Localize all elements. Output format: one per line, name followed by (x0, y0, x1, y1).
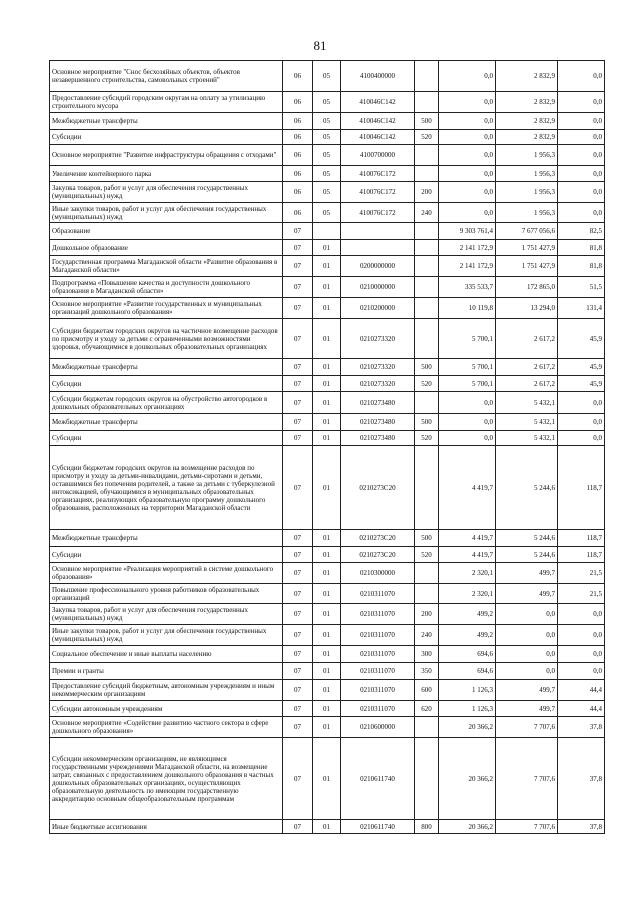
row-planned-amount: 499,2 (439, 625, 496, 646)
row-subsection: 01 (313, 256, 341, 277)
row-planned-amount: 0,0 (439, 145, 496, 166)
row-section: 07 (283, 376, 313, 392)
table-row (50, 182, 605, 203)
row-planned-amount: 2 320,1 (439, 584, 496, 604)
row-section: 07 (283, 431, 313, 446)
row-planned-amount: 2 141 172,9 (439, 240, 496, 256)
row-expense-type (415, 298, 439, 319)
row-section: 06 (283, 203, 313, 223)
row-name: Межбюджетные трансферты (50, 530, 283, 547)
row-section: 07 (283, 240, 313, 256)
row-percent: 0,0 (558, 431, 605, 446)
row-expense-type: 600 (415, 680, 439, 701)
row-expense-type (415, 61, 439, 92)
row-target-article: 0210273320 (341, 376, 415, 392)
row-planned-amount: 4 419,7 (439, 547, 496, 563)
row-section: 07 (283, 223, 313, 240)
row-subsection: 01 (313, 738, 341, 820)
row-planned-amount: 499,2 (439, 604, 496, 625)
row-planned-amount: 0,0 (439, 392, 496, 414)
row-percent: 44,4 (558, 701, 605, 717)
row-target-article: 0210273480 (341, 414, 415, 431)
row-subsection: 01 (313, 584, 341, 604)
table-row (50, 446, 605, 530)
row-planned-amount: 694,6 (439, 663, 496, 680)
row-percent: 51,5 (558, 277, 605, 298)
row-section: 07 (283, 738, 313, 820)
row-expense-type (415, 446, 439, 530)
row-section: 07 (283, 646, 313, 663)
row-subsection: 01 (313, 414, 341, 431)
row-section: 07 (283, 663, 313, 680)
row-executed-amount: 7 677 056,6 (496, 223, 558, 240)
row-planned-amount: 20 366,2 (439, 820, 496, 834)
row-percent: 118,7 (558, 530, 605, 547)
row-executed-amount: 5 432,1 (496, 414, 558, 431)
row-expense-type: 240 (415, 203, 439, 223)
row-section: 07 (283, 820, 313, 834)
row-section: 07 (283, 563, 313, 584)
row-executed-amount: 5 244,6 (496, 446, 558, 530)
row-target-article: 0210273С20 (341, 446, 415, 530)
row-expense-type: 520 (415, 376, 439, 392)
row-subsection: 05 (313, 61, 341, 92)
table-row (50, 646, 605, 663)
row-planned-amount: 2 141 172,9 (439, 256, 496, 277)
row-target-article: 0210273С20 (341, 547, 415, 563)
row-name: Субсидии бюджетам городских округов на обустройство автогородков в дошкольных образовательных организациях (50, 392, 283, 414)
table-row (50, 240, 605, 256)
row-expense-type (415, 392, 439, 414)
row-percent: 0,0 (558, 113, 605, 130)
row-percent: 118,7 (558, 446, 605, 530)
row-subsection: 01 (313, 530, 341, 547)
row-target-article: 410046С142 (341, 92, 415, 113)
row-target-article: 0210600000 (341, 717, 415, 738)
row-section: 06 (283, 130, 313, 145)
row-target-article (341, 223, 415, 240)
row-target-article: 0210200000 (341, 298, 415, 319)
row-target-article (341, 240, 415, 256)
row-expense-type (415, 240, 439, 256)
row-expense-type (415, 319, 439, 359)
row-planned-amount: 5 700,1 (439, 376, 496, 392)
row-executed-amount: 2 617,2 (496, 319, 558, 359)
row-target-article: 0210611740 (341, 738, 415, 820)
row-percent: 0,0 (558, 182, 605, 203)
row-executed-amount: 7 707,6 (496, 820, 558, 834)
row-planned-amount: 694,6 (439, 646, 496, 663)
row-subsection: 01 (313, 240, 341, 256)
row-expense-type (415, 738, 439, 820)
row-name: Увеличение контейнерного парка (50, 166, 283, 182)
row-percent: 82,5 (558, 223, 605, 240)
row-expense-type: 350 (415, 663, 439, 680)
row-expense-type: 620 (415, 701, 439, 717)
row-expense-type: 800 (415, 820, 439, 834)
row-expense-type (415, 277, 439, 298)
row-executed-amount: 2 832,9 (496, 92, 558, 113)
row-executed-amount: 0,0 (496, 604, 558, 625)
row-name: Основное мероприятие "Развитие инфраструктуры обращения с отходами" (50, 145, 283, 166)
row-percent: 0,0 (558, 663, 605, 680)
row-planned-amount: 0,0 (439, 61, 496, 92)
row-subsection: 01 (313, 319, 341, 359)
row-percent: 0,0 (558, 61, 605, 92)
row-executed-amount: 172 865,0 (496, 277, 558, 298)
row-subsection: 01 (313, 547, 341, 563)
row-target-article: 4100400000 (341, 61, 415, 92)
row-name: Премии и гранты (50, 663, 283, 680)
row-percent: 21,5 (558, 563, 605, 584)
row-name: Иные бюджетные ассигнования (50, 820, 283, 834)
row-percent: 37,8 (558, 717, 605, 738)
row-name: Субсидии автономным учреждениям (50, 701, 283, 717)
row-expense-type: 520 (415, 431, 439, 446)
row-subsection: 01 (313, 604, 341, 625)
table-row (50, 663, 605, 680)
row-section: 06 (283, 113, 313, 130)
row-executed-amount: 5 432,1 (496, 392, 558, 414)
row-planned-amount: 0,0 (439, 203, 496, 223)
row-planned-amount: 4 419,7 (439, 530, 496, 547)
row-name: Межбюджетные трансферты (50, 359, 283, 376)
table-row (50, 625, 605, 646)
row-target-article: 0200000000 (341, 256, 415, 277)
row-planned-amount: 10 119,8 (439, 298, 496, 319)
row-planned-amount: 0,0 (439, 92, 496, 113)
row-subsection: 01 (313, 663, 341, 680)
row-subsection: 01 (313, 717, 341, 738)
row-target-article: 410076С172 (341, 166, 415, 182)
table-row (50, 547, 605, 563)
row-executed-amount: 499,7 (496, 563, 558, 584)
row-target-article: 0210311070 (341, 604, 415, 625)
row-subsection: 01 (313, 277, 341, 298)
row-percent: 0,0 (558, 145, 605, 166)
row-subsection: 01 (313, 431, 341, 446)
table-row (50, 113, 605, 130)
row-expense-type (415, 223, 439, 240)
row-subsection: 05 (313, 166, 341, 182)
row-expense-type: 500 (415, 530, 439, 547)
row-planned-amount: 0,0 (439, 113, 496, 130)
row-target-article: 410046С142 (341, 130, 415, 145)
table-row (50, 717, 605, 738)
row-executed-amount: 2 832,9 (496, 113, 558, 130)
row-section: 07 (283, 392, 313, 414)
row-percent: 0,0 (558, 392, 605, 414)
row-executed-amount: 7 707,6 (496, 738, 558, 820)
row-percent: 37,8 (558, 820, 605, 834)
row-planned-amount: 9 303 761,4 (439, 223, 496, 240)
row-expense-type: 200 (415, 182, 439, 203)
row-percent: 0,0 (558, 92, 605, 113)
row-planned-amount: 335 533,7 (439, 277, 496, 298)
row-executed-amount: 2 832,9 (496, 130, 558, 145)
row-percent: 81,8 (558, 240, 605, 256)
row-name: Подпрограмма «Повышение качества и доступности дошкольного образования в Магаданской области» (50, 277, 283, 298)
row-planned-amount: 0,0 (439, 431, 496, 446)
table-row (50, 376, 605, 392)
row-expense-type (415, 166, 439, 182)
row-expense-type: 500 (415, 414, 439, 431)
row-target-article: 0210000000 (341, 277, 415, 298)
row-target-article: 0210300000 (341, 563, 415, 584)
row-subsection: 05 (313, 145, 341, 166)
table-row (50, 319, 605, 359)
row-executed-amount: 2 617,2 (496, 376, 558, 392)
table-row (50, 820, 605, 834)
row-section: 07 (283, 277, 313, 298)
row-percent: 0,0 (558, 625, 605, 646)
row-section: 07 (283, 680, 313, 701)
row-target-article: 410076С172 (341, 182, 415, 203)
row-name: Дошкольное образование (50, 240, 283, 256)
row-name: Закупка товаров, работ и услуг для обеспечения государственных (муниципальных) нужд (50, 182, 283, 203)
row-target-article: 0210273320 (341, 319, 415, 359)
row-expense-type (415, 92, 439, 113)
row-percent: 37,8 (558, 738, 605, 820)
row-name: Субсидии бюджетам городских округов на частичное возмещение расходов по присмотру и уходу за детьми с ограниченными возможностями здоровья, обучающимися в дошкольных образовательных организациях (50, 319, 283, 359)
row-name: Субсидии бюджетам городских округов на возмещение расходов по присмотру и уходу за детьми-инвалидами, детьми-сиротами и детьми, оставшимися без попечения родителей, а также за детьми с туберкулезной интоксикацией, обучающимися в муниципальных образовательных организациях, реализующих образовательную программу дошкольного образования, расположенных на территории Магаданской области (50, 446, 283, 530)
row-subsection: 01 (313, 392, 341, 414)
row-percent: 0,0 (558, 166, 605, 182)
row-subsection: 01 (313, 563, 341, 584)
row-subsection: 01 (313, 820, 341, 834)
row-section: 07 (283, 625, 313, 646)
row-name: Основное мероприятие «Содействие развитию частного сектора в сфере дошкольного образования» (50, 717, 283, 738)
row-planned-amount: 2 320,1 (439, 563, 496, 584)
row-name: Предоставление субсидий бюджетным, автономным учреждениям и иным некоммерческим организациям (50, 680, 283, 701)
row-subsection: 01 (313, 625, 341, 646)
row-executed-amount: 13 294,0 (496, 298, 558, 319)
row-percent: 21,5 (558, 584, 605, 604)
row-percent: 0,0 (558, 646, 605, 663)
row-expense-type (415, 563, 439, 584)
row-expense-type: 500 (415, 113, 439, 130)
row-percent: 0,0 (558, 604, 605, 625)
table-row (50, 256, 605, 277)
row-target-article: 0210311070 (341, 701, 415, 717)
row-planned-amount: 1 126,3 (439, 680, 496, 701)
row-name: Основное мероприятие «Развитие государственных и муниципальных организаций дошкольного образования» (50, 298, 283, 319)
row-planned-amount: 0,0 (439, 130, 496, 145)
row-percent: 45,9 (558, 376, 605, 392)
row-name: Иные закупки товаров, работ и услуг для обеспечения государственных (муниципальных) нужд (50, 203, 283, 223)
row-subsection: 01 (313, 680, 341, 701)
row-subsection: 05 (313, 203, 341, 223)
row-subsection: 01 (313, 646, 341, 663)
row-section: 07 (283, 604, 313, 625)
row-planned-amount: 20 366,2 (439, 738, 496, 820)
row-section: 07 (283, 547, 313, 563)
row-executed-amount: 1 956,3 (496, 166, 558, 182)
row-name: Предоставление субсидий городским округам на оплату за утилизацию строительного мусора (50, 92, 283, 113)
row-planned-amount: 5 700,1 (439, 319, 496, 359)
table-row (50, 701, 605, 717)
row-subsection: 01 (313, 446, 341, 530)
row-planned-amount: 1 126,3 (439, 701, 496, 717)
row-target-article: 0210311070 (341, 584, 415, 604)
row-executed-amount: 5 244,6 (496, 547, 558, 563)
table-row (50, 298, 605, 319)
row-executed-amount: 2 832,9 (496, 61, 558, 92)
table-row (50, 277, 605, 298)
table-row (50, 530, 605, 547)
table-row (50, 223, 605, 240)
row-subsection: 01 (313, 298, 341, 319)
row-name: Иные закупки товаров, работ и услуг для обеспечения государственных (муниципальных) нужд (50, 625, 283, 646)
row-executed-amount: 0,0 (496, 646, 558, 663)
row-expense-type: 520 (415, 130, 439, 145)
row-expense-type: 200 (415, 604, 439, 625)
row-expense-type: 500 (415, 359, 439, 376)
table-row (50, 166, 605, 182)
page-number: 81 (313, 38, 327, 53)
row-target-article: 0210273480 (341, 392, 415, 414)
row-name: Основное мероприятие "Снос бесхозяйных объектов, объектов незавершенного строительства, самовольных строений" (50, 61, 283, 92)
table-row (50, 604, 605, 625)
table-row (50, 92, 605, 113)
table-row (50, 61, 605, 92)
row-subsection: 01 (313, 376, 341, 392)
row-name: Социальное обеспечение и иные выплаты населению (50, 646, 283, 663)
row-executed-amount: 1 751 427,9 (496, 240, 558, 256)
row-percent: 81,8 (558, 256, 605, 277)
row-percent: 0,0 (558, 130, 605, 145)
row-subsection: 05 (313, 182, 341, 203)
row-planned-amount: 5 700,1 (439, 359, 496, 376)
row-expense-type (415, 717, 439, 738)
row-name: Основное мероприятие «Реализация мероприятий в системе дошкольного образования» (50, 563, 283, 584)
table-row (50, 680, 605, 701)
table-row (50, 563, 605, 584)
table-row (50, 203, 605, 223)
row-planned-amount: 4 419,7 (439, 446, 496, 530)
row-subsection: 05 (313, 130, 341, 145)
row-executed-amount: 0,0 (496, 663, 558, 680)
row-executed-amount: 5 432,1 (496, 431, 558, 446)
row-subsection: 05 (313, 113, 341, 130)
row-expense-type (415, 145, 439, 166)
row-name: Субсидии (50, 130, 283, 145)
row-executed-amount: 1 956,3 (496, 145, 558, 166)
row-target-article: 0210311070 (341, 625, 415, 646)
row-target-article: 410076С172 (341, 203, 415, 223)
table-row (50, 414, 605, 431)
row-target-article: 4100700000 (341, 145, 415, 166)
row-planned-amount: 0,0 (439, 182, 496, 203)
row-executed-amount: 2 617,2 (496, 359, 558, 376)
table-row (50, 145, 605, 166)
row-target-article: 0210273С20 (341, 530, 415, 547)
row-expense-type (415, 256, 439, 277)
row-executed-amount: 1 751 427,9 (496, 256, 558, 277)
row-executed-amount: 499,7 (496, 584, 558, 604)
row-section: 06 (283, 145, 313, 166)
table-row (50, 431, 605, 446)
row-section: 07 (283, 530, 313, 547)
row-executed-amount: 5 244,6 (496, 530, 558, 547)
row-expense-type: 520 (415, 547, 439, 563)
row-percent: 0,0 (558, 414, 605, 431)
row-target-article: 0210611740 (341, 820, 415, 834)
row-subsection: 01 (313, 359, 341, 376)
row-name: Закупка товаров, работ и услуг для обеспечения государственных (муниципальных) нужд (50, 604, 283, 625)
row-name: Субсидии (50, 431, 283, 446)
row-target-article: 0210311070 (341, 680, 415, 701)
table-row (50, 584, 605, 604)
row-expense-type (415, 584, 439, 604)
table-row (50, 359, 605, 376)
table-row (50, 130, 605, 145)
row-expense-type: 240 (415, 625, 439, 646)
row-executed-amount: 7 707,6 (496, 717, 558, 738)
row-section: 06 (283, 61, 313, 92)
row-target-article: 0210273320 (341, 359, 415, 376)
row-section: 07 (283, 584, 313, 604)
row-name: Субсидии некоммерческим организациям, не являющимся государственными учреждениями Магаданской области, на возмещение затрат, связанных с предоставлением дошкольного образования в частных дошкольных образовательных организациях, осуществляющих образовательную деятельность по имеющим государственную аккредитацию основным общеобразовательным программам (50, 738, 283, 820)
row-percent: 45,9 (558, 359, 605, 376)
row-executed-amount: 1 956,3 (496, 182, 558, 203)
row-section: 07 (283, 414, 313, 431)
row-target-article: 410046С142 (341, 113, 415, 130)
row-percent: 118,7 (558, 547, 605, 563)
row-name: Образование (50, 223, 283, 240)
row-executed-amount: 1 956,3 (496, 203, 558, 223)
row-subsection: 01 (313, 701, 341, 717)
row-percent: 45,9 (558, 319, 605, 359)
row-target-article: 0210311070 (341, 646, 415, 663)
row-section: 07 (283, 359, 313, 376)
row-subsection: 05 (313, 92, 341, 113)
row-expense-type: 300 (415, 646, 439, 663)
row-percent: 131,4 (558, 298, 605, 319)
row-target-article: 0210311070 (341, 663, 415, 680)
row-executed-amount: 0,0 (496, 625, 558, 646)
row-executed-amount: 499,7 (496, 680, 558, 701)
row-percent: 0,0 (558, 203, 605, 223)
row-percent: 44,4 (558, 680, 605, 701)
row-section: 07 (283, 446, 313, 530)
row-planned-amount: 20 366,2 (439, 717, 496, 738)
row-name: Межбюджетные трансферты (50, 113, 283, 130)
row-section: 07 (283, 717, 313, 738)
table-row (50, 392, 605, 414)
table-row (50, 738, 605, 820)
row-target-article: 0210273480 (341, 431, 415, 446)
row-subsection (313, 223, 341, 240)
row-section: 07 (283, 256, 313, 277)
row-name: Субсидии (50, 376, 283, 392)
row-section: 06 (283, 92, 313, 113)
budget-table (49, 60, 605, 834)
row-section: 07 (283, 298, 313, 319)
row-executed-amount: 499,7 (496, 701, 558, 717)
row-name: Межбюджетные трансферты (50, 414, 283, 431)
row-planned-amount: 0,0 (439, 414, 496, 431)
row-planned-amount: 0,0 (439, 166, 496, 182)
row-section: 06 (283, 166, 313, 182)
row-section: 07 (283, 319, 313, 359)
row-section: 07 (283, 701, 313, 717)
row-name: Повышение профессионального уровня работников образовательных организаций (50, 584, 283, 604)
row-name: Субсидии (50, 547, 283, 563)
row-section: 06 (283, 182, 313, 203)
row-name: Государственная программа Магаданской области «Развитие образования в Магаданской области» (50, 256, 283, 277)
